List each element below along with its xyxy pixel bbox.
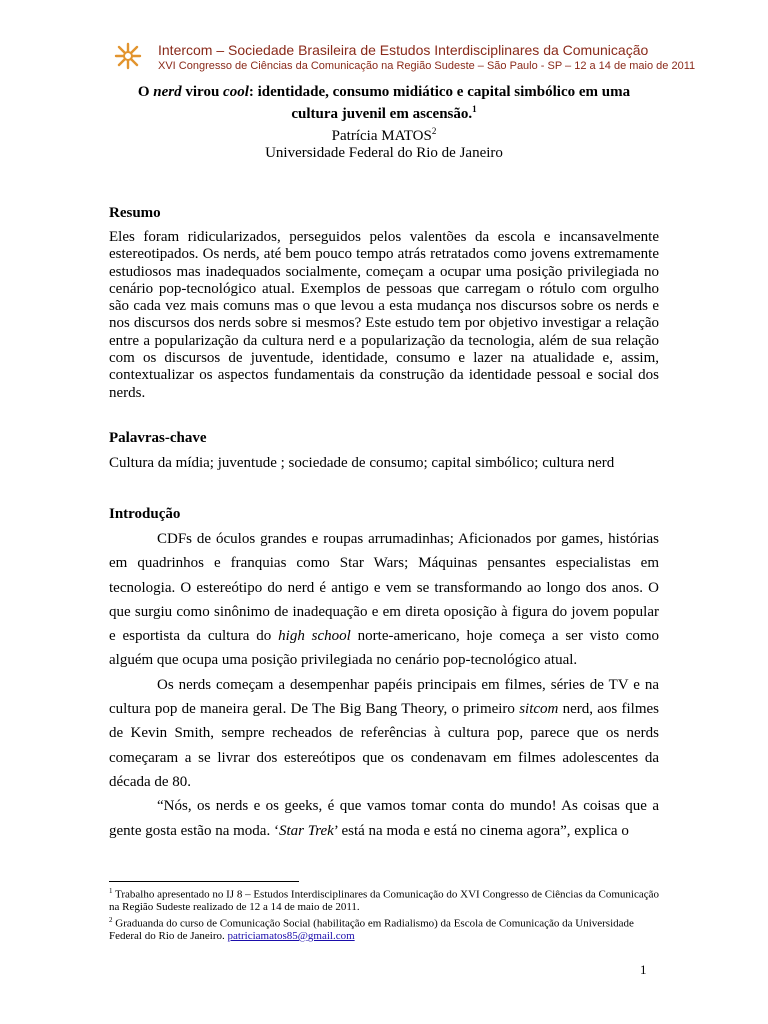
footnote-divider: [109, 881, 299, 882]
header-congress-info: XVI Congresso de Ciências da Comunicação na Região Sudeste – São Paulo - SP – 12 a 14 de maio de 2011: [158, 60, 696, 72]
title-block: [104, 84, 664, 162]
page-number: 1: [640, 962, 647, 977]
paper-title: O nerd virou cool: identidade, consumo midiático e capital simbólico em uma cultura juvenil em ascensão.$^1$: [137, 84, 631, 122]
author-affiliation: Universidade Federal do Rio de Janeiro: [265, 145, 503, 161]
paragraph: “Nós, os nerds e os geeks, é que vamos tomar conta do mundo! As coisas que a gente gosta estão na moda. ‘Star Trek’ está na moda e está no cinema agora”, explica o: [109, 798, 659, 839]
header-org-name: Intercom – Sociedade Brasileira de Estudos Interdisciplinares da Comunicação: [158, 42, 649, 58]
footnote-2: $^2$ Graduanda do curso de Comunicação Social (habilitação em Radialismo) da Escola de Comunicação da Universidade Federal do Rio de Janeiro. patriciamatos85@gmail.com: [109, 915, 634, 942]
footnote-ref-1[interactable]: 1: [472, 104, 477, 114]
footnote-ref-2[interactable]: 2: [431, 126, 437, 136]
page-header: [104, 36, 696, 80]
resumo-text: Eles foram ridicularizados, perseguidos pelos valentões da escola e incansavelmente estereotipados. Os nerds, até bem pouco tempo atrás retratados como jovens extremamente estudiosos mas inadequados socialmente, começam a ocupar uma posição privilegiada no cenário pop-tecnológico atual. Exemplos de pessoas que carregam o rótulo com orgulho são cada vez mais comuns mas o que levou a esta mudança nos discursos sobre os nerds e nos discursos dos nerds sobre si mesmos? Este estudo tem por objetivo investigar a relação entre a popularização da cultura nerd e a popularização da tecnologia, além de sua relação com os discursos de juventude, identidade, consumo e lazer na atualidade e, assim, contextualizar os aspectos fundamentais da construção da identidade pessoal e social dos nerds.: [109, 229, 659, 401]
introducao-body: [109, 527, 659, 843]
paragraph: Os nerds começam a desempenhar papéis principais em filmes, séries de TV e na cultura pop de maneira geral. De The Big Bang Theory, o primeiro sitcom nerd, aos filmes de Kevin Smith, sempre recheados de referências à cultura pop, parece que os nerds começaram a se livrar dos estereótipos que os condenavam em filmes adolescentes da década de 80.: [109, 676, 659, 790]
introducao-heading: Introdução: [109, 506, 181, 522]
intercom-logo-icon: [112, 40, 144, 72]
resumo-heading: Resumo: [109, 205, 161, 221]
footnote-1: $^1$ Trabalho apresentado no IJ 8 – Estudos Interdisciplinares da Comunicação do XVI Congresso de Ciências da Comunicação na Região Sudeste realizado de 12 a 14 de maio de 2011.: [109, 887, 660, 914]
footnotes: [109, 881, 659, 942]
author-name: Patrícia MATOS$^2$: [331, 126, 437, 144]
email-link[interactable]: patriciamatos85@gmail.com: [227, 929, 355, 942]
paragraph: CDFs de óculos grandes e roupas arrumadinhas; Aficionados por games, histórias em quadrinhos e franquias como Star Wars; Máquinas pensantes especialistas em tecnologia. O estereótipo do nerd é antigo e vem se transformando ao longo dos anos. O que surgiu como sinônimo de inadequação e em direta oposição à figura do jovem popular e esportista da cultura do high school norte-americano, hoje começa a ser visto como alguém que ocupa uma posição privilegiada no cenário pop-tecnológico atual.: [109, 531, 659, 669]
palavras-chave-text: Cultura da mídia; juventude ; sociedade de consumo; capital simbólico; cultura nerd: [109, 455, 615, 471]
palavras-chave-heading: Palavras-chave: [109, 430, 207, 446]
